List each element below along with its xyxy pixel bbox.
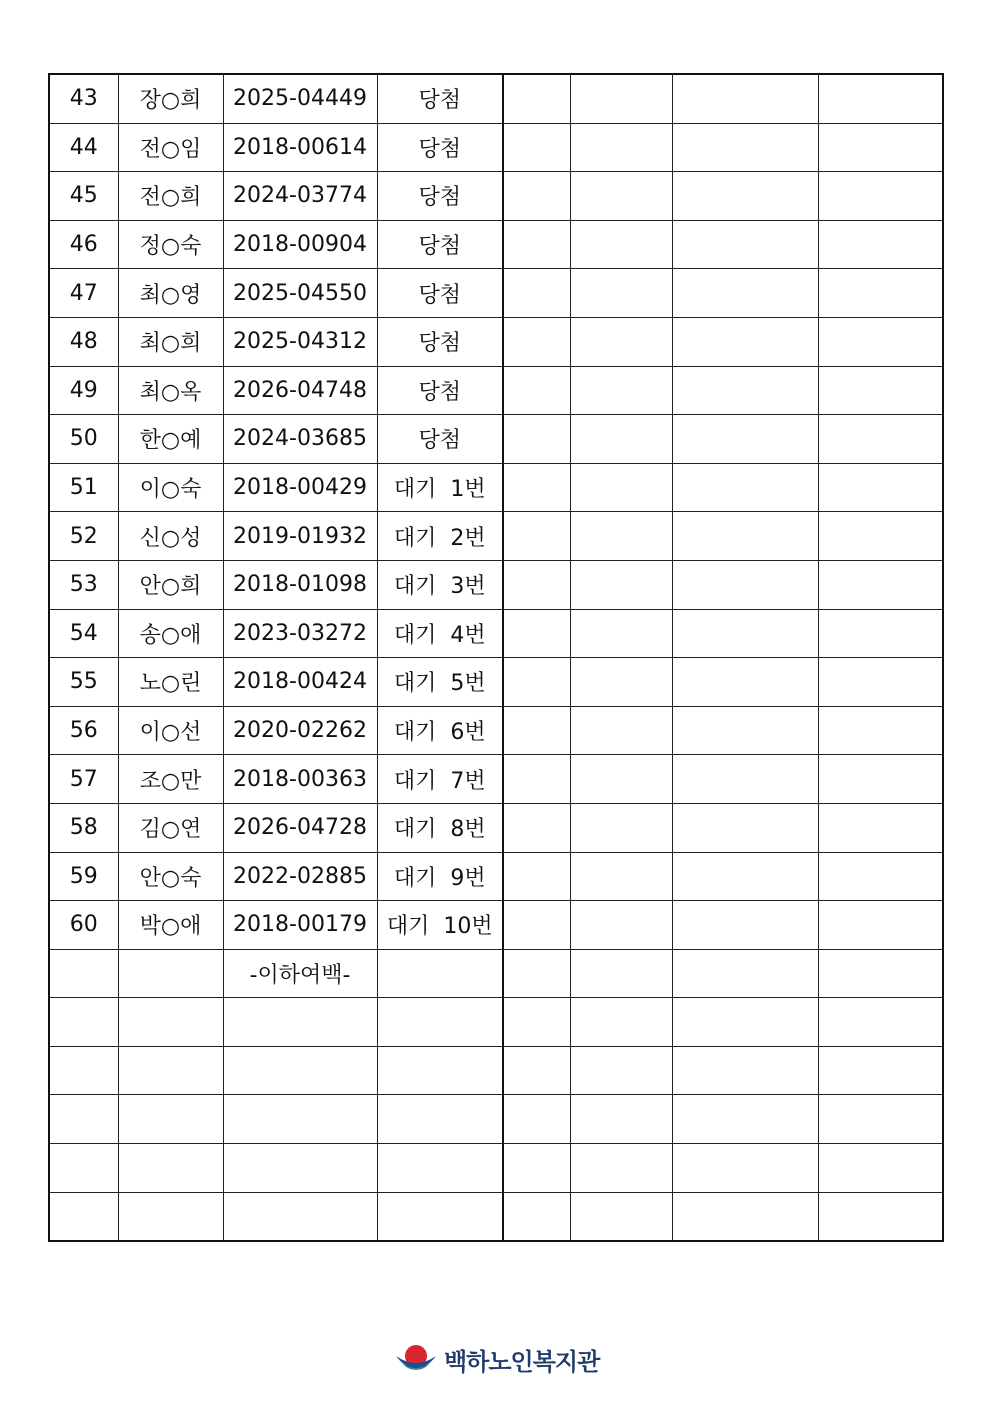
row-number: 43 (49, 74, 118, 123)
empty-cell (672, 74, 818, 123)
member-name: 장○희 (118, 74, 223, 123)
empty-cell (570, 998, 672, 1047)
empty-cell (503, 512, 570, 561)
empty-cell (503, 269, 570, 318)
member-name: 전○임 (118, 123, 223, 172)
empty-cell (818, 74, 943, 123)
empty-cell (49, 1046, 118, 1095)
empty-cell (818, 901, 943, 950)
table-row (49, 852, 943, 901)
member-id: 2026-04728 (223, 803, 377, 852)
table-row (49, 220, 943, 269)
empty-cell (503, 463, 570, 512)
draw-result: 당첨 (377, 220, 503, 269)
draw-result: 당첨 (377, 415, 503, 464)
table-row (49, 74, 943, 123)
row-number: 49 (49, 366, 118, 415)
draw-result: 당첨 (377, 269, 503, 318)
table-row (49, 803, 943, 852)
member-id: 2018-01098 (223, 560, 377, 609)
empty-cell (818, 852, 943, 901)
empty-cell (49, 1095, 118, 1144)
empty-cell (570, 803, 672, 852)
member-id: 2018-00614 (223, 123, 377, 172)
empty-cell (503, 366, 570, 415)
empty-cell (49, 998, 118, 1047)
member-id: 2018-00363 (223, 755, 377, 804)
empty-cell (570, 706, 672, 755)
empty-cell (818, 220, 943, 269)
draw-result: 당첨 (377, 74, 503, 123)
draw-result: 당첨 (377, 366, 503, 415)
empty-cell (818, 269, 943, 318)
empty-cell (672, 415, 818, 464)
empty-cell (570, 317, 672, 366)
empty-cell (672, 463, 818, 512)
table-row (49, 706, 943, 755)
empty-cell (503, 74, 570, 123)
empty-cell (118, 1192, 223, 1241)
empty-cell (570, 1095, 672, 1144)
draw-result: 대기 2번 (377, 512, 503, 561)
table-row (49, 269, 943, 318)
row-number: 51 (49, 463, 118, 512)
empty-cell (503, 123, 570, 172)
empty-cell (672, 1144, 818, 1193)
roster-body (49, 74, 943, 1241)
member-name: 신○성 (118, 512, 223, 561)
empty-cell (570, 658, 672, 707)
draw-result: 대기 3번 (377, 560, 503, 609)
member-name: 안○숙 (118, 852, 223, 901)
empty-cell (570, 852, 672, 901)
empty-cell (672, 366, 818, 415)
row-number: 56 (49, 706, 118, 755)
empty-cell (49, 949, 118, 998)
empty-cell (672, 949, 818, 998)
empty-cell (818, 415, 943, 464)
table-row (49, 123, 943, 172)
member-name: 김○연 (118, 803, 223, 852)
row-number: 54 (49, 609, 118, 658)
empty-row (49, 1046, 943, 1095)
member-id: 2024-03685 (223, 415, 377, 464)
empty-cell (672, 901, 818, 950)
sunrise-emblem-icon (394, 1342, 438, 1376)
empty-cell (377, 1095, 503, 1144)
empty-cell (672, 1095, 818, 1144)
empty-cell (503, 609, 570, 658)
table-row (49, 560, 943, 609)
empty-cell (672, 560, 818, 609)
empty-row (49, 1095, 943, 1144)
empty-cell (672, 609, 818, 658)
row-number: 58 (49, 803, 118, 852)
empty-cell (503, 172, 570, 221)
empty-cell (570, 949, 672, 998)
empty-cell (818, 123, 943, 172)
empty-cell (570, 366, 672, 415)
member-name: 송○애 (118, 609, 223, 658)
empty-cell (672, 1192, 818, 1241)
member-id: 2025-04312 (223, 317, 377, 366)
empty-cell (818, 172, 943, 221)
empty-cell (377, 1192, 503, 1241)
draw-result: 대기 7번 (377, 755, 503, 804)
empty-cell (570, 269, 672, 318)
empty-cell (223, 1192, 377, 1241)
empty-cell (570, 609, 672, 658)
empty-cell (672, 172, 818, 221)
empty-cell (570, 755, 672, 804)
member-name: 최○영 (118, 269, 223, 318)
draw-result: 당첨 (377, 123, 503, 172)
empty-cell (818, 803, 943, 852)
empty-cell (818, 609, 943, 658)
draw-result: 대기 4번 (377, 609, 503, 658)
empty-cell (503, 560, 570, 609)
draw-result: 대기 1번 (377, 463, 503, 512)
member-id: 2018-00429 (223, 463, 377, 512)
empty-cell (570, 220, 672, 269)
empty-cell (672, 706, 818, 755)
draw-result: 대기 6번 (377, 706, 503, 755)
empty-cell (672, 269, 818, 318)
empty-cell (672, 512, 818, 561)
row-number: 59 (49, 852, 118, 901)
empty-cell (118, 1095, 223, 1144)
logo-text: 백하노인복지관 (444, 1346, 600, 1376)
empty-cell (672, 317, 818, 366)
row-number: 46 (49, 220, 118, 269)
member-id: 2018-00424 (223, 658, 377, 707)
empty-cell (503, 706, 570, 755)
table-row (49, 609, 943, 658)
empty-cell (818, 755, 943, 804)
member-name: 이○숙 (118, 463, 223, 512)
empty-cell (570, 1144, 672, 1193)
row-number: 53 (49, 560, 118, 609)
empty-cell (818, 1192, 943, 1241)
empty-cell (118, 949, 223, 998)
empty-cell (672, 803, 818, 852)
table-row (49, 901, 943, 950)
table-row (49, 658, 943, 707)
empty-row (49, 998, 943, 1047)
footer-logo (394, 1339, 604, 1379)
empty-row (49, 1192, 943, 1241)
roster-table (48, 73, 944, 1242)
member-name: 전○희 (118, 172, 223, 221)
member-name: 최○옥 (118, 366, 223, 415)
row-number: 50 (49, 415, 118, 464)
empty-cell (818, 463, 943, 512)
empty-cell (818, 1144, 943, 1193)
empty-cell (503, 901, 570, 950)
empty-cell (503, 949, 570, 998)
table-row (49, 755, 943, 804)
empty-cell (223, 1046, 377, 1095)
table-row (49, 317, 943, 366)
empty-cell (818, 1095, 943, 1144)
member-name: 조○만 (118, 755, 223, 804)
table-row (49, 366, 943, 415)
empty-row (49, 1144, 943, 1193)
member-id: 2019-01932 (223, 512, 377, 561)
row-number: 47 (49, 269, 118, 318)
member-id: 2018-00904 (223, 220, 377, 269)
end-note: -이하여백- (223, 949, 377, 998)
empty-cell (503, 1192, 570, 1241)
table-row (49, 463, 943, 512)
member-id: 2020-02262 (223, 706, 377, 755)
empty-cell (672, 123, 818, 172)
empty-cell (503, 755, 570, 804)
empty-cell (49, 1144, 118, 1193)
empty-cell (818, 560, 943, 609)
empty-cell (503, 803, 570, 852)
table-row (49, 172, 943, 221)
empty-cell (570, 74, 672, 123)
empty-cell (818, 998, 943, 1047)
empty-cell (377, 998, 503, 1047)
empty-cell (818, 949, 943, 998)
empty-cell (223, 1095, 377, 1144)
draw-result: 대기 8번 (377, 803, 503, 852)
empty-cell (570, 172, 672, 221)
table-row (49, 512, 943, 561)
empty-cell (818, 317, 943, 366)
empty-cell (818, 1046, 943, 1095)
table-row (49, 415, 943, 464)
row-number: 48 (49, 317, 118, 366)
empty-cell (672, 220, 818, 269)
empty-cell (570, 1192, 672, 1241)
member-name: 안○희 (118, 560, 223, 609)
empty-cell (503, 220, 570, 269)
empty-cell (503, 1144, 570, 1193)
empty-cell (377, 1046, 503, 1095)
draw-result: 대기 10번 (377, 901, 503, 950)
empty-cell (672, 998, 818, 1047)
empty-cell (570, 1046, 672, 1095)
empty-cell (672, 658, 818, 707)
member-name: 노○린 (118, 658, 223, 707)
empty-cell (672, 852, 818, 901)
row-number: 44 (49, 123, 118, 172)
empty-cell (570, 901, 672, 950)
draw-result: 당첨 (377, 317, 503, 366)
empty-cell (503, 998, 570, 1047)
draw-result: 대기 9번 (377, 852, 503, 901)
empty-cell (570, 123, 672, 172)
member-id: 2025-04550 (223, 269, 377, 318)
empty-cell (570, 415, 672, 464)
member-id: 2023-03272 (223, 609, 377, 658)
member-id: 2018-00179 (223, 901, 377, 950)
empty-cell (672, 755, 818, 804)
empty-cell (503, 658, 570, 707)
empty-cell (818, 706, 943, 755)
empty-cell (377, 949, 503, 998)
empty-cell (118, 1144, 223, 1193)
empty-cell (503, 1095, 570, 1144)
row-number: 60 (49, 901, 118, 950)
row-number: 52 (49, 512, 118, 561)
empty-cell (570, 512, 672, 561)
member-id: 2026-04748 (223, 366, 377, 415)
row-number: 45 (49, 172, 118, 221)
empty-cell (503, 1046, 570, 1095)
row-number: 55 (49, 658, 118, 707)
empty-cell (818, 366, 943, 415)
empty-cell (503, 852, 570, 901)
empty-cell (49, 1192, 118, 1241)
member-name: 이○선 (118, 706, 223, 755)
empty-cell (118, 998, 223, 1047)
member-name: 정○숙 (118, 220, 223, 269)
member-name: 한○예 (118, 415, 223, 464)
empty-cell (223, 998, 377, 1047)
member-name: 최○희 (118, 317, 223, 366)
member-id: 2022-02885 (223, 852, 377, 901)
empty-cell (503, 317, 570, 366)
empty-cell (672, 1046, 818, 1095)
draw-result: 당첨 (377, 172, 503, 221)
end-note-row (49, 949, 943, 998)
draw-result: 대기 5번 (377, 658, 503, 707)
member-id: 2024-03774 (223, 172, 377, 221)
empty-cell (377, 1144, 503, 1193)
member-name: 박○애 (118, 901, 223, 950)
empty-cell (223, 1144, 377, 1193)
empty-cell (570, 463, 672, 512)
empty-cell (818, 658, 943, 707)
row-number: 57 (49, 755, 118, 804)
empty-cell (570, 560, 672, 609)
member-id: 2025-04449 (223, 74, 377, 123)
empty-cell (818, 512, 943, 561)
empty-cell (503, 415, 570, 464)
empty-cell (118, 1046, 223, 1095)
